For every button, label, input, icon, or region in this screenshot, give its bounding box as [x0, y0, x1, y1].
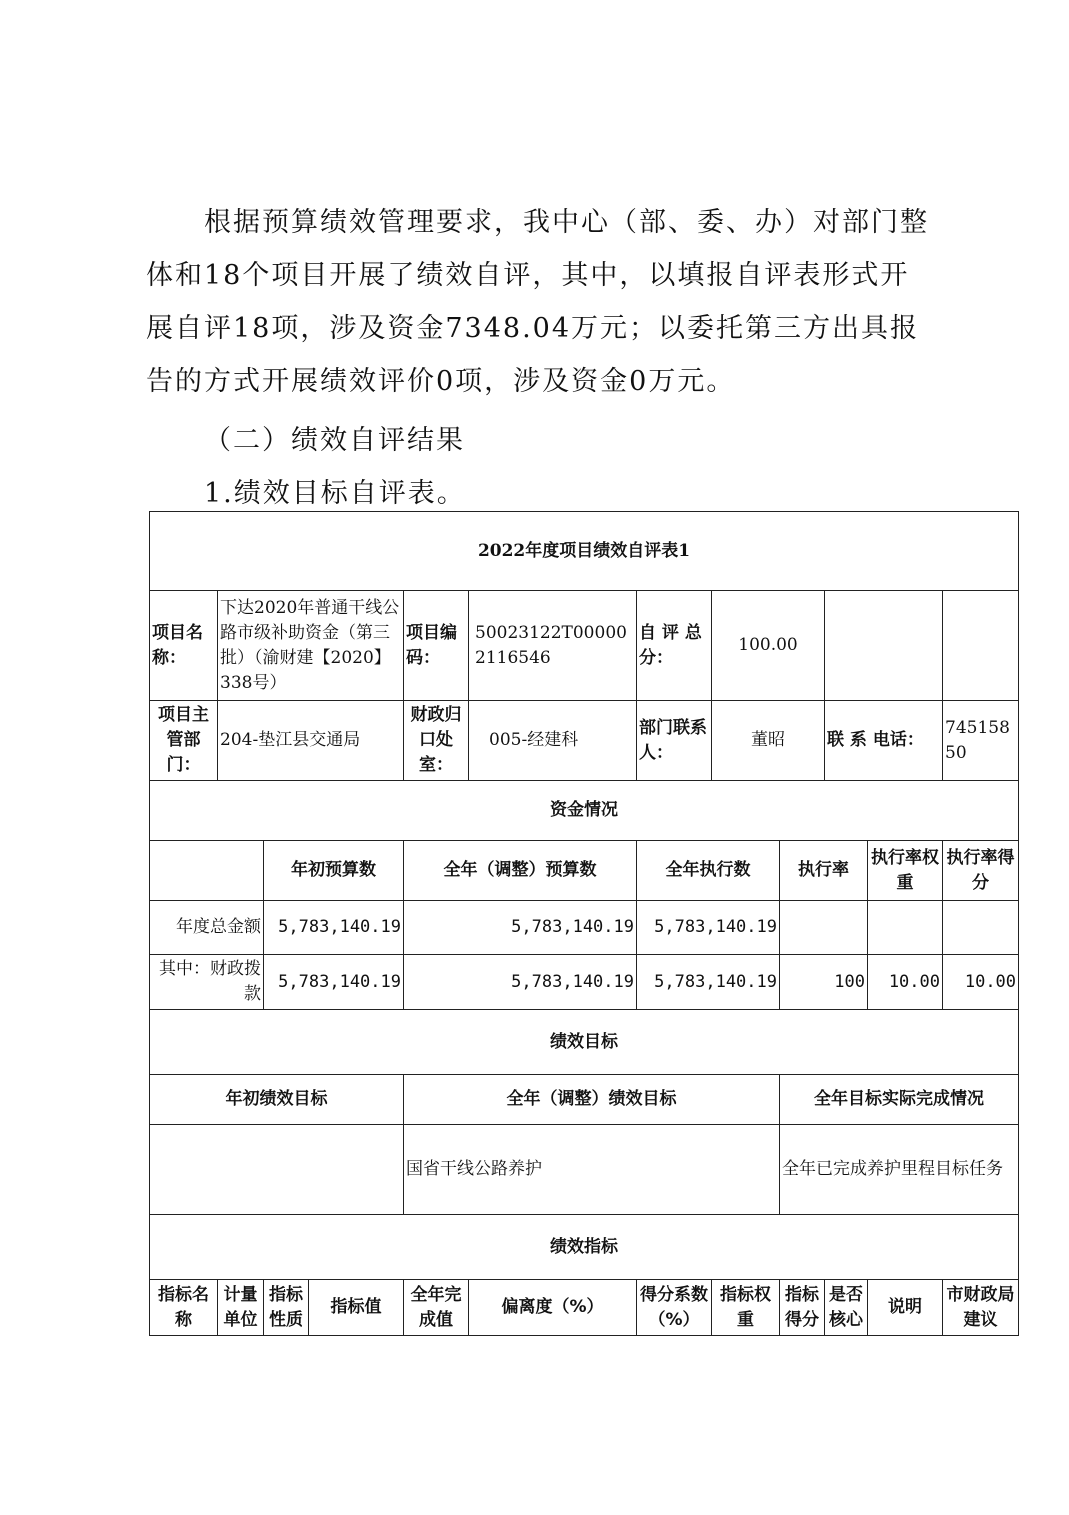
indicator-header: 指标得分: [780, 1280, 825, 1336]
finance-office-label: 财政归口处室：: [404, 701, 469, 781]
total-score: 100.00: [712, 591, 825, 701]
funds-header-adjusted: 全年（调整）预算数: [404, 841, 637, 901]
funds-header-score: 执行率得分: [943, 841, 1019, 901]
indicators-section-title: 绩效指标: [150, 1215, 1019, 1280]
funds-section-title: 资金情况: [150, 781, 1019, 841]
goal-actual: 全年已完成养护里程目标任务: [780, 1125, 1019, 1215]
funds-weight: 10.00: [868, 955, 943, 1010]
finance-office: 005-经建科: [469, 701, 637, 781]
goals-header-adjusted: 全年（调整）绩效目标: [404, 1075, 780, 1125]
indicator-header: 是否核心: [825, 1280, 868, 1336]
empty-cell: [825, 591, 943, 701]
subsection-heading: 1.绩效目标自评表。: [204, 478, 466, 509]
phone-number: 74515850: [943, 701, 1019, 781]
goal-adjusted: 国省干线公路养护: [404, 1125, 780, 1215]
funds-adjusted: 5,783,140.19: [404, 901, 637, 955]
dept-name: 204-垫江县交通局: [218, 701, 404, 781]
indicator-header: 偏离度（%）: [469, 1280, 637, 1336]
funds-row-label: 年度总金额: [150, 901, 264, 955]
goals-section-title: 绩效目标: [150, 1010, 1019, 1075]
indicator-header: 说明: [868, 1280, 943, 1336]
indicator-header: 指标名称: [150, 1280, 218, 1336]
section-heading: （二）绩效自评结果: [204, 425, 465, 456]
contact-label: 部门联系人：: [637, 701, 712, 781]
funds-score: [943, 901, 1019, 955]
indicator-header: 指标性质: [264, 1280, 309, 1336]
funds-header-rate: 执行率: [780, 841, 868, 901]
funds-executed: 5,783,140.19: [637, 901, 780, 955]
indicator-header: 市财政局建议: [943, 1280, 1019, 1336]
goal-initial: [150, 1125, 404, 1215]
funds-rate: 100: [780, 955, 868, 1010]
table-title: 2022年度项目绩效自评表1: [150, 512, 1019, 591]
project-name-label: 项目名称：: [150, 591, 218, 701]
phone-label: 联 系 电话：: [825, 701, 943, 781]
funds-adjusted: 5,783,140.19: [404, 955, 637, 1010]
indicator-header: 指标值: [309, 1280, 404, 1336]
project-name: 下达2020年普通干线公路市级补助资金（第三批）（渝财建【2020】338号）: [218, 591, 404, 701]
funds-score: 10.00: [943, 955, 1019, 1010]
funds-weight: [868, 901, 943, 955]
indicator-header: 指标权重: [712, 1280, 780, 1336]
funds-header-executed: 全年执行数: [637, 841, 780, 901]
funds-initial: 5,783,140.19: [264, 955, 404, 1010]
empty-cell: [943, 591, 1019, 701]
indicator-header: 全年完成值: [404, 1280, 469, 1336]
goals-header-initial: 年初绩效目标: [150, 1075, 404, 1125]
score-label: 自 评 总分：: [637, 591, 712, 701]
intro-paragraph: 根据预算绩效管理要求，我中心（部、委、办）对部门整体和18个项目开展了绩效自评，其中，以填报自评表形式开展自评18项，涉及资金7348.04万元；以委托第三方出具报告的方式开展绩效评价0项，涉及资金0万元。: [146, 207, 929, 397]
goals-header-actual: 全年目标实际完成情况: [780, 1075, 1019, 1125]
contact-name: 董昭: [712, 701, 825, 781]
funds-header-initial: 年初预算数: [264, 841, 404, 901]
funds-header-weight: 执行率权重: [868, 841, 943, 901]
self-evaluation-table: [149, 511, 1019, 1336]
indicator-header: 得分系数（%）: [637, 1280, 712, 1336]
funds-initial: 5,783,140.19: [264, 901, 404, 955]
funds-rate: [780, 901, 868, 955]
dept-label: 项目主管部门：: [150, 701, 218, 781]
project-code-label: 项目编码：: [404, 591, 469, 701]
indicator-header: 计量单位: [218, 1280, 264, 1336]
empty-header: [150, 841, 264, 901]
project-code: 50023122T000002116546: [469, 591, 637, 701]
funds-executed: 5,783,140.19: [637, 955, 780, 1010]
funds-row-label: 其中：财政拨款: [150, 955, 264, 1010]
